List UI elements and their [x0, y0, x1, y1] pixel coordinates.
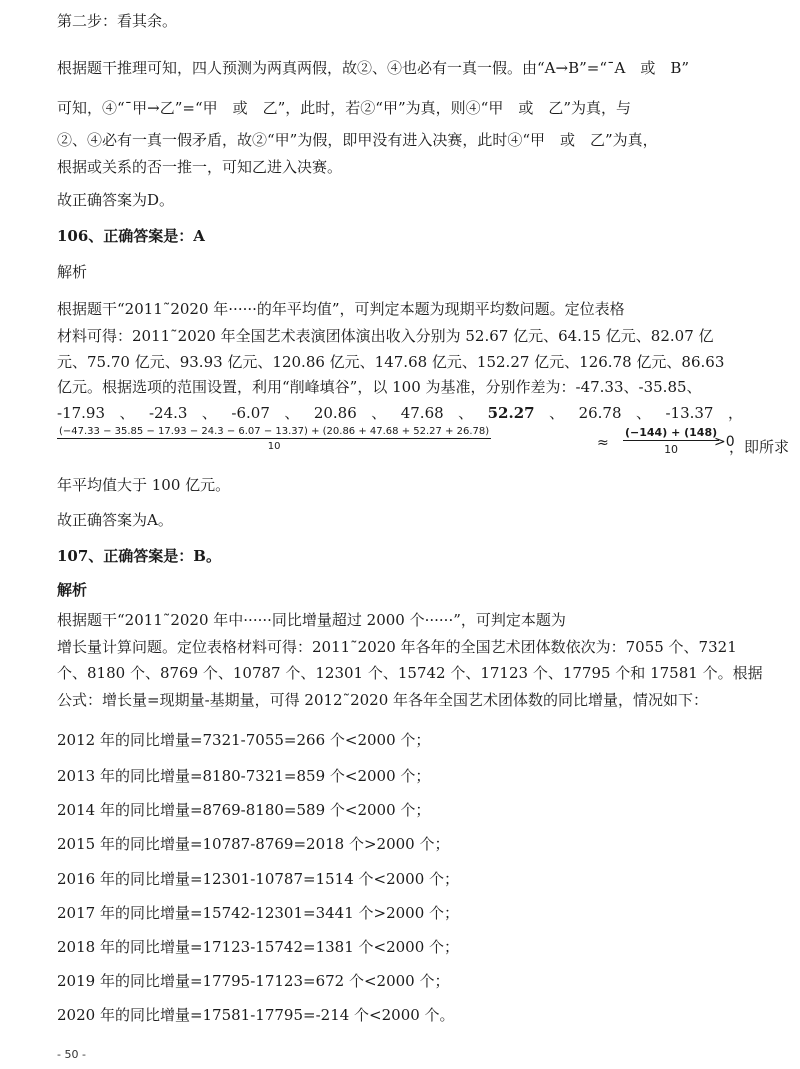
separator: 、: [371, 404, 387, 422]
diff-value: 47.68: [400, 404, 444, 422]
answer-line: 故正确答案为D。: [57, 191, 175, 209]
formula-tail-text: ，即所求: [729, 438, 790, 456]
formula-denominator: 10: [664, 443, 679, 456]
analysis-label: 解析: [57, 581, 88, 599]
body-line: 根据题干推理可知，四人预测为两真两假，故②、④也必有一真一假。由“A→B”=“¯A 或 B”: [57, 59, 690, 77]
body-line: 可知，④“¯甲→乙”=“甲 或 乙”，此时，若②“甲”为真，则④“甲 或 乙”为真，与: [57, 99, 631, 117]
body-line: 亿元。根据选项的范围设置，利用“削峰填谷”，以 100 为基准，分别作差为：-47.33、-35.85、: [57, 378, 702, 396]
diff-values-row: [57, 403, 743, 423]
increment-2014: 2014 年的同比增量=8769-8180=589 个<2000 个；: [57, 801, 431, 819]
step-two-heading: 第二步：看其余。: [57, 12, 178, 30]
analysis-label: 解析: [57, 263, 88, 281]
increment-2020: 2020 年的同比增量=17581-17795=-214 个<2000 个。: [57, 1006, 455, 1024]
approx-sign: ≈: [597, 435, 609, 451]
body-line: 公式：增长量=现期量-基期量，可得 2012˜2020 年各年全国艺术团体数的同比增量，情况如下：: [57, 691, 709, 709]
separator: 、: [201, 404, 217, 422]
separator: 、: [284, 404, 300, 422]
diff-value: -13.37: [665, 404, 714, 422]
body-line: 年平均值大于 100 亿元。: [57, 476, 231, 494]
increment-2015: 2015 年的同比增量=10787-8769=2018 个>2000 个；: [57, 835, 450, 853]
body-line: 元、75.70 亿元、93.93 亿元、120.86 亿元、147.68 亿元、152.27 亿元、126.78 亿元、86.63: [57, 353, 725, 371]
increment-2016: 2016 年的同比增量=12301-10787=1514 个<2000 个；: [57, 870, 460, 888]
separator: 、: [458, 404, 474, 422]
body-line: ②、④必有一真一假矛盾，故②“甲”为假，即甲没有进入决赛，此时④“甲 或 乙”为真，: [57, 131, 658, 149]
increment-2018: 2018 年的同比增量=17123-15742=1381 个<2000 个；: [57, 938, 460, 956]
diff-value: 52.27: [487, 404, 535, 422]
average-formula: [57, 426, 790, 466]
question-107-heading: 107、正确答案是：B。: [57, 547, 221, 565]
separator: 、: [119, 404, 135, 422]
increment-2017: 2017 年的同比增量=15742-12301=3441 个>2000 个；: [57, 904, 460, 922]
separator: ，: [727, 404, 743, 422]
body-line: 根据或关系的否一推一，可知乙进入决赛。: [57, 158, 343, 176]
increment-2013: 2013 年的同比增量=8180-7321=859 个<2000 个；: [57, 767, 431, 785]
separator: 、: [635, 404, 651, 422]
page-number: - 50 -: [57, 1048, 86, 1061]
body-line: 根据题干“2011˜2020 年中······同比增量超过 2000 个······”，可判定本题为: [57, 611, 566, 629]
diff-value: 20.86: [313, 404, 357, 422]
formula-numerator: (−144) + (148): [625, 426, 718, 439]
greater-than-zero: >0: [714, 434, 735, 450]
separator: 、: [549, 404, 565, 422]
formula-fraction-main: [57, 426, 491, 452]
question-106-heading: 106、正确答案是：A: [57, 227, 205, 245]
diff-value: 26.78: [578, 404, 622, 422]
body-line: 增长量计算问题。定位表格材料可得：2011˜2020 年各年的全国艺术团体数依次为：7055 个、7321: [57, 638, 737, 656]
increment-2019: 2019 年的同比增量=17795-17123=672 个<2000 个；: [57, 972, 450, 990]
body-line: 个、8180 个、8769 个、10787 个、12301 个、15742 个、17123 个、17795 个和 17581 个。根据: [57, 664, 763, 682]
formula-denominator: 10: [267, 441, 281, 452]
formula-numerator: (−47.33 − 35.85 − 17.93 − 24.3 − 6.07 − 13.37) + (20.86 + 47.68 + 52.27 + 26.78): [59, 426, 490, 437]
answer-line: 故正确答案为A。: [57, 511, 173, 529]
diff-value: -6.07: [231, 404, 270, 422]
body-line: 根据题干“2011˜2020 年······的年平均值”，可判定本题为现期平均数问题。定位表格: [57, 300, 625, 318]
increment-2012: 2012 年的同比增量=7321-7055=266 个<2000 个；: [57, 731, 431, 749]
body-line: 材料可得：2011˜2020 年全国艺术表演团体演出收入分别为 52.67 亿元、64.15 亿元、82.07 亿: [57, 327, 714, 345]
formula-fraction-simplified: [623, 426, 719, 456]
diff-value: -24.3: [148, 404, 188, 422]
diff-value: -17.93: [57, 404, 106, 422]
